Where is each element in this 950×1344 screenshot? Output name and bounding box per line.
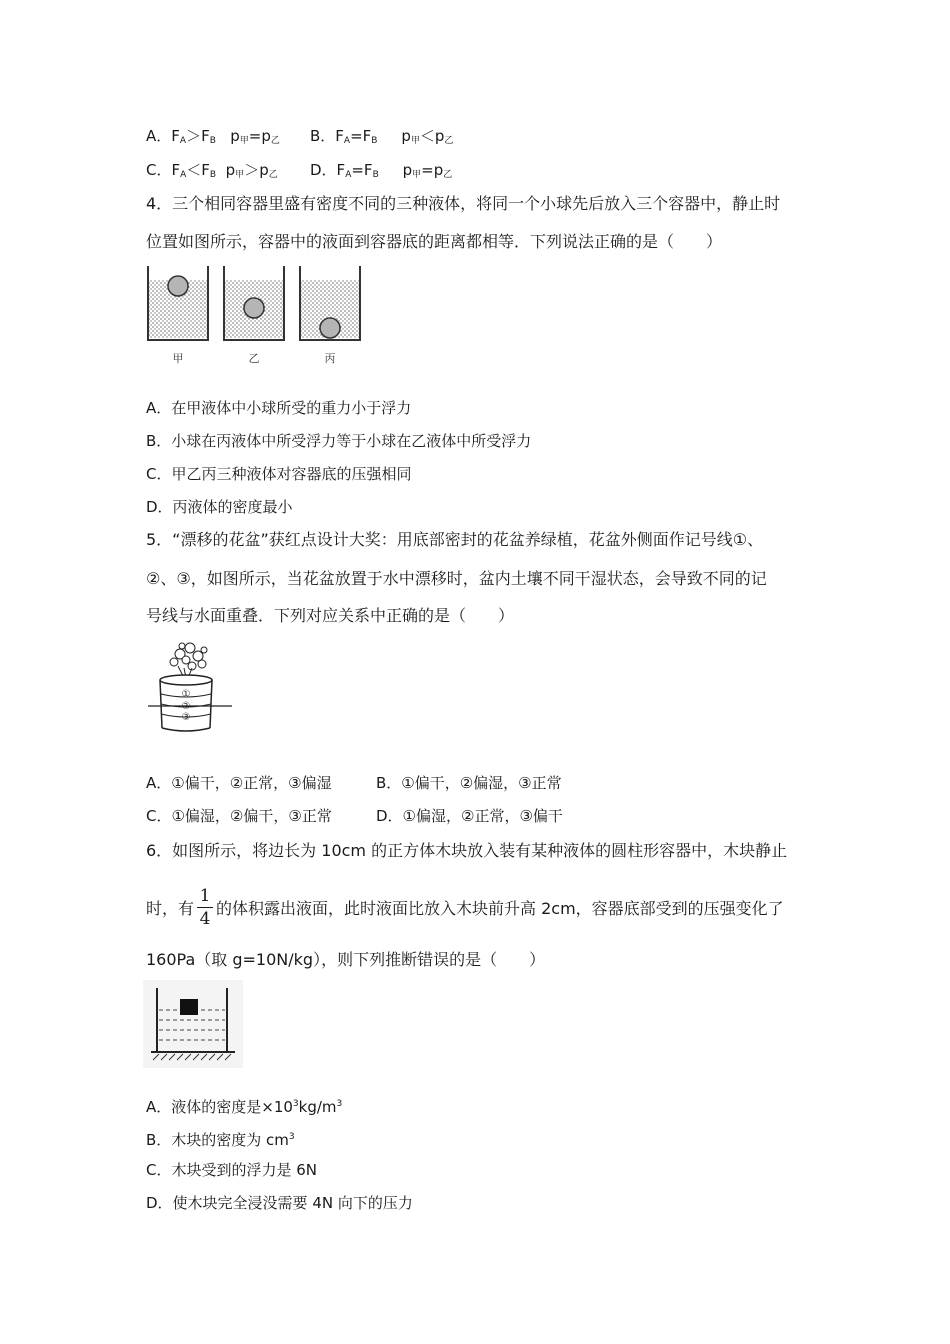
q3-d-s2: 乙 (443, 170, 453, 180)
q4-option-a: A．在甲液体中小球所受的重力小于浮力 (146, 399, 412, 417)
q3-option-d (310, 160, 452, 185)
q6-cube-container-figure (143, 980, 243, 1068)
q3-d-p: p (402, 161, 413, 179)
q6-option-c: C．木块受到的浮力是 6N (146, 1161, 318, 1179)
label-yi: 乙 (248, 352, 260, 365)
q6-a-exponent: 3 (292, 1099, 299, 1109)
q4-stem-line-2: 位置如图所示，容器中的液面到容器底的距离都相等．下列说法正确的是（ ） (146, 232, 723, 251)
q3-b-s1: 甲 (410, 136, 420, 146)
q3-c-sub1: A (180, 170, 187, 180)
q5-stem-line-2: ②、③，如图所示，当花盆放置于水中漂移时，盆内土壤不同干湿状态，会导致不同的记 (146, 569, 767, 588)
q3-c-label: C．F (146, 161, 181, 179)
q6-a-unit-exponent: 3 (336, 1099, 343, 1109)
q3-d-s1: 甲 (412, 170, 422, 180)
q3-option-a (146, 126, 280, 151)
q3-d-eq: =p (421, 161, 444, 179)
mark-3: ③ (181, 712, 191, 723)
q6-option-a (146, 1094, 342, 1117)
fraction-denominator: 4 (199, 909, 211, 929)
q5-option-d: D．①偏湿，②正常，③偏干 (376, 807, 563, 825)
q6-a-unit: kg/m (298, 1098, 337, 1116)
q3-d-sub1: A (345, 170, 352, 180)
container-yi (224, 266, 284, 340)
container-bing (300, 266, 360, 340)
q3-a-rel: ＞F (186, 127, 210, 145)
q3-a-sub2: B (209, 136, 216, 146)
q6-option-b (146, 1127, 295, 1150)
q3-a-s2: 乙 (270, 136, 280, 146)
q5-stem-line-3: 号线与水面重叠．下列对应关系中正确的是（ ） (146, 606, 515, 625)
q5-stem-line-1: 5．“漂移的花盆”获红点设计大奖：用底部密封的花盆养绿植，花盆外侧面作记号线①、 (146, 530, 764, 549)
q5-option-a: A．①偏干，②正常，③偏湿 (146, 774, 332, 792)
q3-c-p: p (225, 161, 236, 179)
q6-stem-line-1: 6．如图所示，将边长为 10cm 的正方体木块放入装有某种液体的圆柱形容器中，木块静止 (146, 841, 788, 860)
q3-d-label: D．F (310, 161, 346, 179)
q4-stem-line-1: 4．三个相同容器里盛有密度不同的三种液体，将同一个小球先后放入三个容器中，静止时 (146, 194, 781, 213)
fraction-one-quarter (197, 886, 213, 929)
q3-a-sub1: A (179, 136, 187, 146)
q3-option-c (146, 160, 278, 185)
plant-icon (170, 643, 207, 678)
container-jia (148, 266, 208, 340)
q6-b-exponent: 3 (288, 1132, 295, 1142)
q3-d-rel: =F (351, 161, 373, 179)
q3-a-eq: =p (248, 127, 271, 145)
q3-a-s1: 甲 (239, 136, 249, 146)
q3-c-s2: 乙 (268, 170, 278, 180)
q3-b-rel: =F (350, 127, 372, 145)
wooden-cube (180, 999, 198, 1015)
q6-option-d: D．使木块完全浸没需要 4N 向下的压力 (146, 1194, 413, 1212)
q3-a-label: A．F (146, 127, 180, 145)
q6-stem-line-3: 160Pa（取 g=10N/kg），则下列推断错误的是（ ） (146, 950, 546, 969)
q6-a-text: A．液体的密度是×10 (146, 1098, 293, 1116)
mark-2: ② (181, 701, 191, 712)
q4-option-b: B．小球在丙液体中所受浮力等于小球在乙液体中所受浮力 (146, 432, 532, 450)
q4-figure-containers (144, 262, 369, 370)
q5-flowerpot-figure (146, 638, 238, 738)
q5-option-c: C．①偏湿，②偏干，③正常 (146, 807, 332, 825)
q3-c-s1: 甲 (235, 170, 245, 180)
q3-b-s2: 乙 (444, 136, 454, 146)
q3-c-eq: ＞p (244, 161, 269, 179)
fraction-numerator: 1 (197, 886, 213, 908)
q3-c-sub2: B (209, 170, 217, 180)
q3-b-sub1: A (343, 136, 351, 146)
q3-b-p: p (401, 127, 411, 145)
q3-a-p: p (230, 127, 240, 145)
q6-stem-line-2-post: 的体积露出液面，此时液面比放入木块前升高 2cm，容器底部受到的压强变化了 (216, 899, 784, 918)
q3-b-label: B．F (310, 127, 344, 145)
q3-option-b (310, 126, 453, 151)
mark-1: ① (181, 689, 191, 700)
q3-b-eq: ＜p (419, 127, 445, 145)
q4-option-d: D．丙液体的密度最小 (146, 498, 293, 516)
q3-c-rel: ＜F (186, 161, 210, 179)
q6-b-text: B．木块的密度为 cm (146, 1131, 289, 1149)
q3-b-sub2: B (371, 136, 378, 146)
q4-option-c: C．甲乙丙三种液体对容器底的压强相同 (146, 465, 412, 483)
q5-option-b: B．①偏干，②偏湿，③正常 (376, 774, 562, 792)
label-jia: 甲 (172, 352, 184, 365)
label-bing: 丙 (324, 352, 336, 365)
q6-stem-line-2-pre: 时，有 (146, 899, 195, 918)
q3-d-sub2: B (372, 170, 379, 180)
